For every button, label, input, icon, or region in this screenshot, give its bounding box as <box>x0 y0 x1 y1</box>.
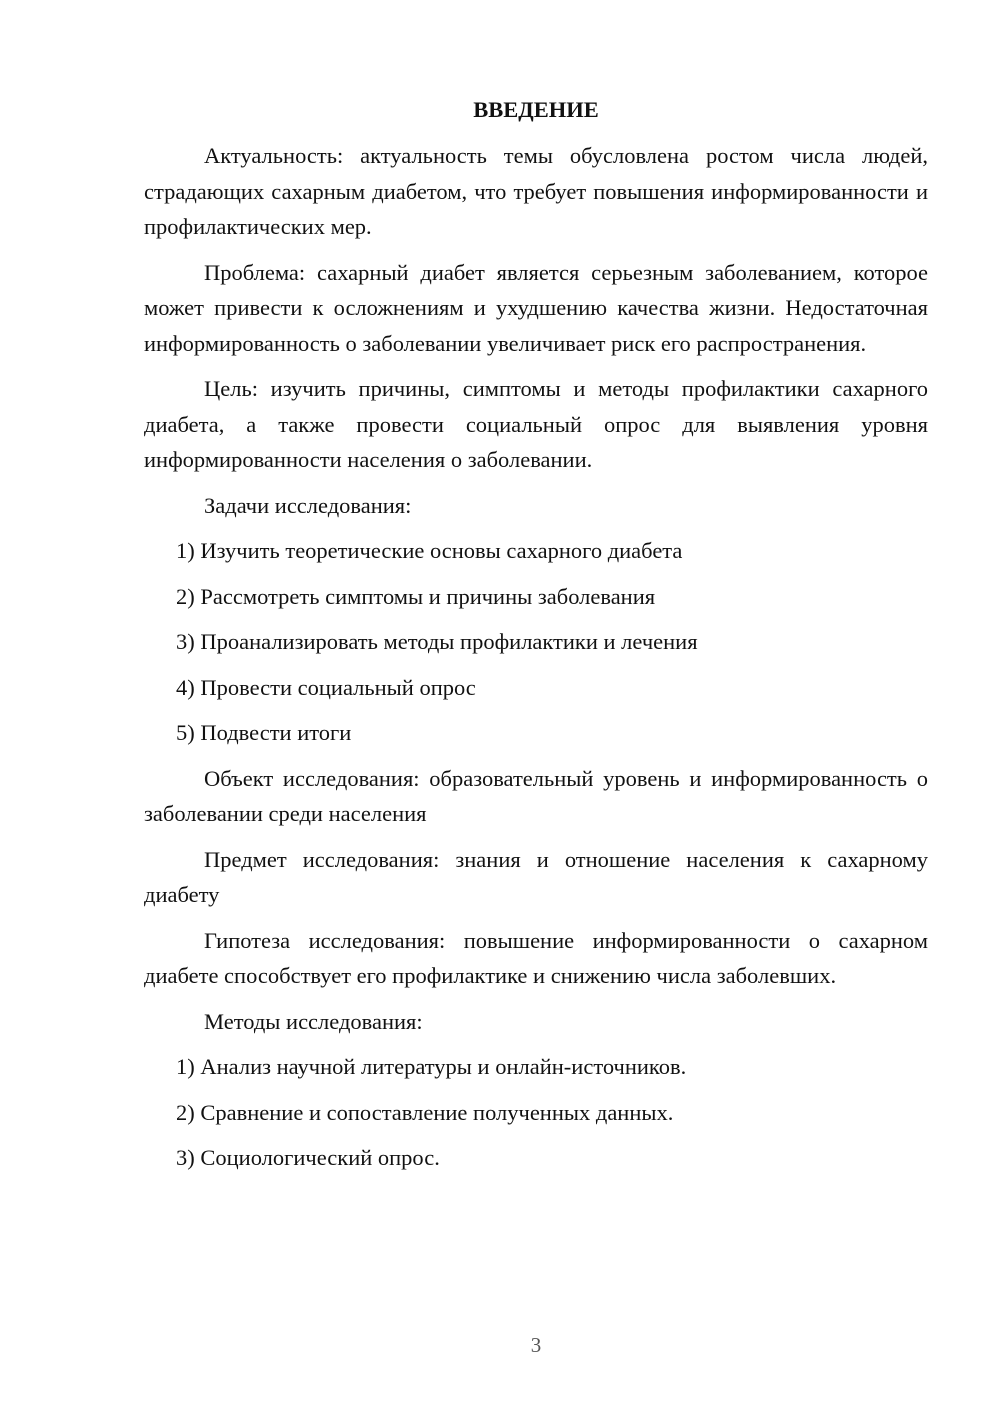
task-item: 5) Подвести итоги <box>176 720 352 745</box>
subject-paragraph: Предмет исследования: знания и отношение населения к сахарному диабету <box>144 846 928 907</box>
task-item: 3) Проанализировать методы профилактики и лечения <box>176 629 698 654</box>
task-item: 1) Изучить теоретические основы сахарного диабета <box>176 538 683 563</box>
task-item: 4) Провести социальный опрос <box>176 674 476 700</box>
task-item: 2) Рассмотреть симптомы и причины заболевания <box>176 583 656 609</box>
hypothesis-paragraph: Гипотеза исследования: повышение информированности о сахарном диабете способствует его профилактике и снижению числа заболевших. <box>144 927 928 988</box>
method-item: 2) Сравнение и сопоставление полученных данных. <box>176 1099 674 1125</box>
goal-paragraph: Цель: изучить причины, симптомы и методы профилактики сахарного диабета, а также провести социальный опрос для выявления уровня информированности населения о заболевании. <box>144 376 928 472</box>
page-number: 3 <box>530 1333 542 1357</box>
problem-paragraph: Проблема: сахарный диабет является серьезным заболеванием, которое может привести к осложнениям и ухудшению качества жизни. Недостаточная информированность о заболевании увеличивает риск его распространения. <box>144 259 928 356</box>
method-item: 3) Социологический опрос. <box>176 1145 440 1170</box>
method-item: 1) Анализ научной литературы и онлайн-источников. <box>176 1054 687 1079</box>
object-paragraph: Объект исследования: образовательный уровень и информированность о заболевании среди населения <box>144 765 928 826</box>
methods-label: Методы исследования: <box>204 1008 423 1034</box>
section-heading: ВВЕДЕНИЕ <box>473 97 599 122</box>
tasks-label: Задачи исследования: <box>204 492 412 518</box>
relevance-paragraph: Актуальность: актуальность темы обусловлена ростом числа людей, страдающих сахарным диабетом, что требует повышения информированности и профилактических мер. <box>144 143 928 239</box>
document-body <box>144 92 928 1186</box>
